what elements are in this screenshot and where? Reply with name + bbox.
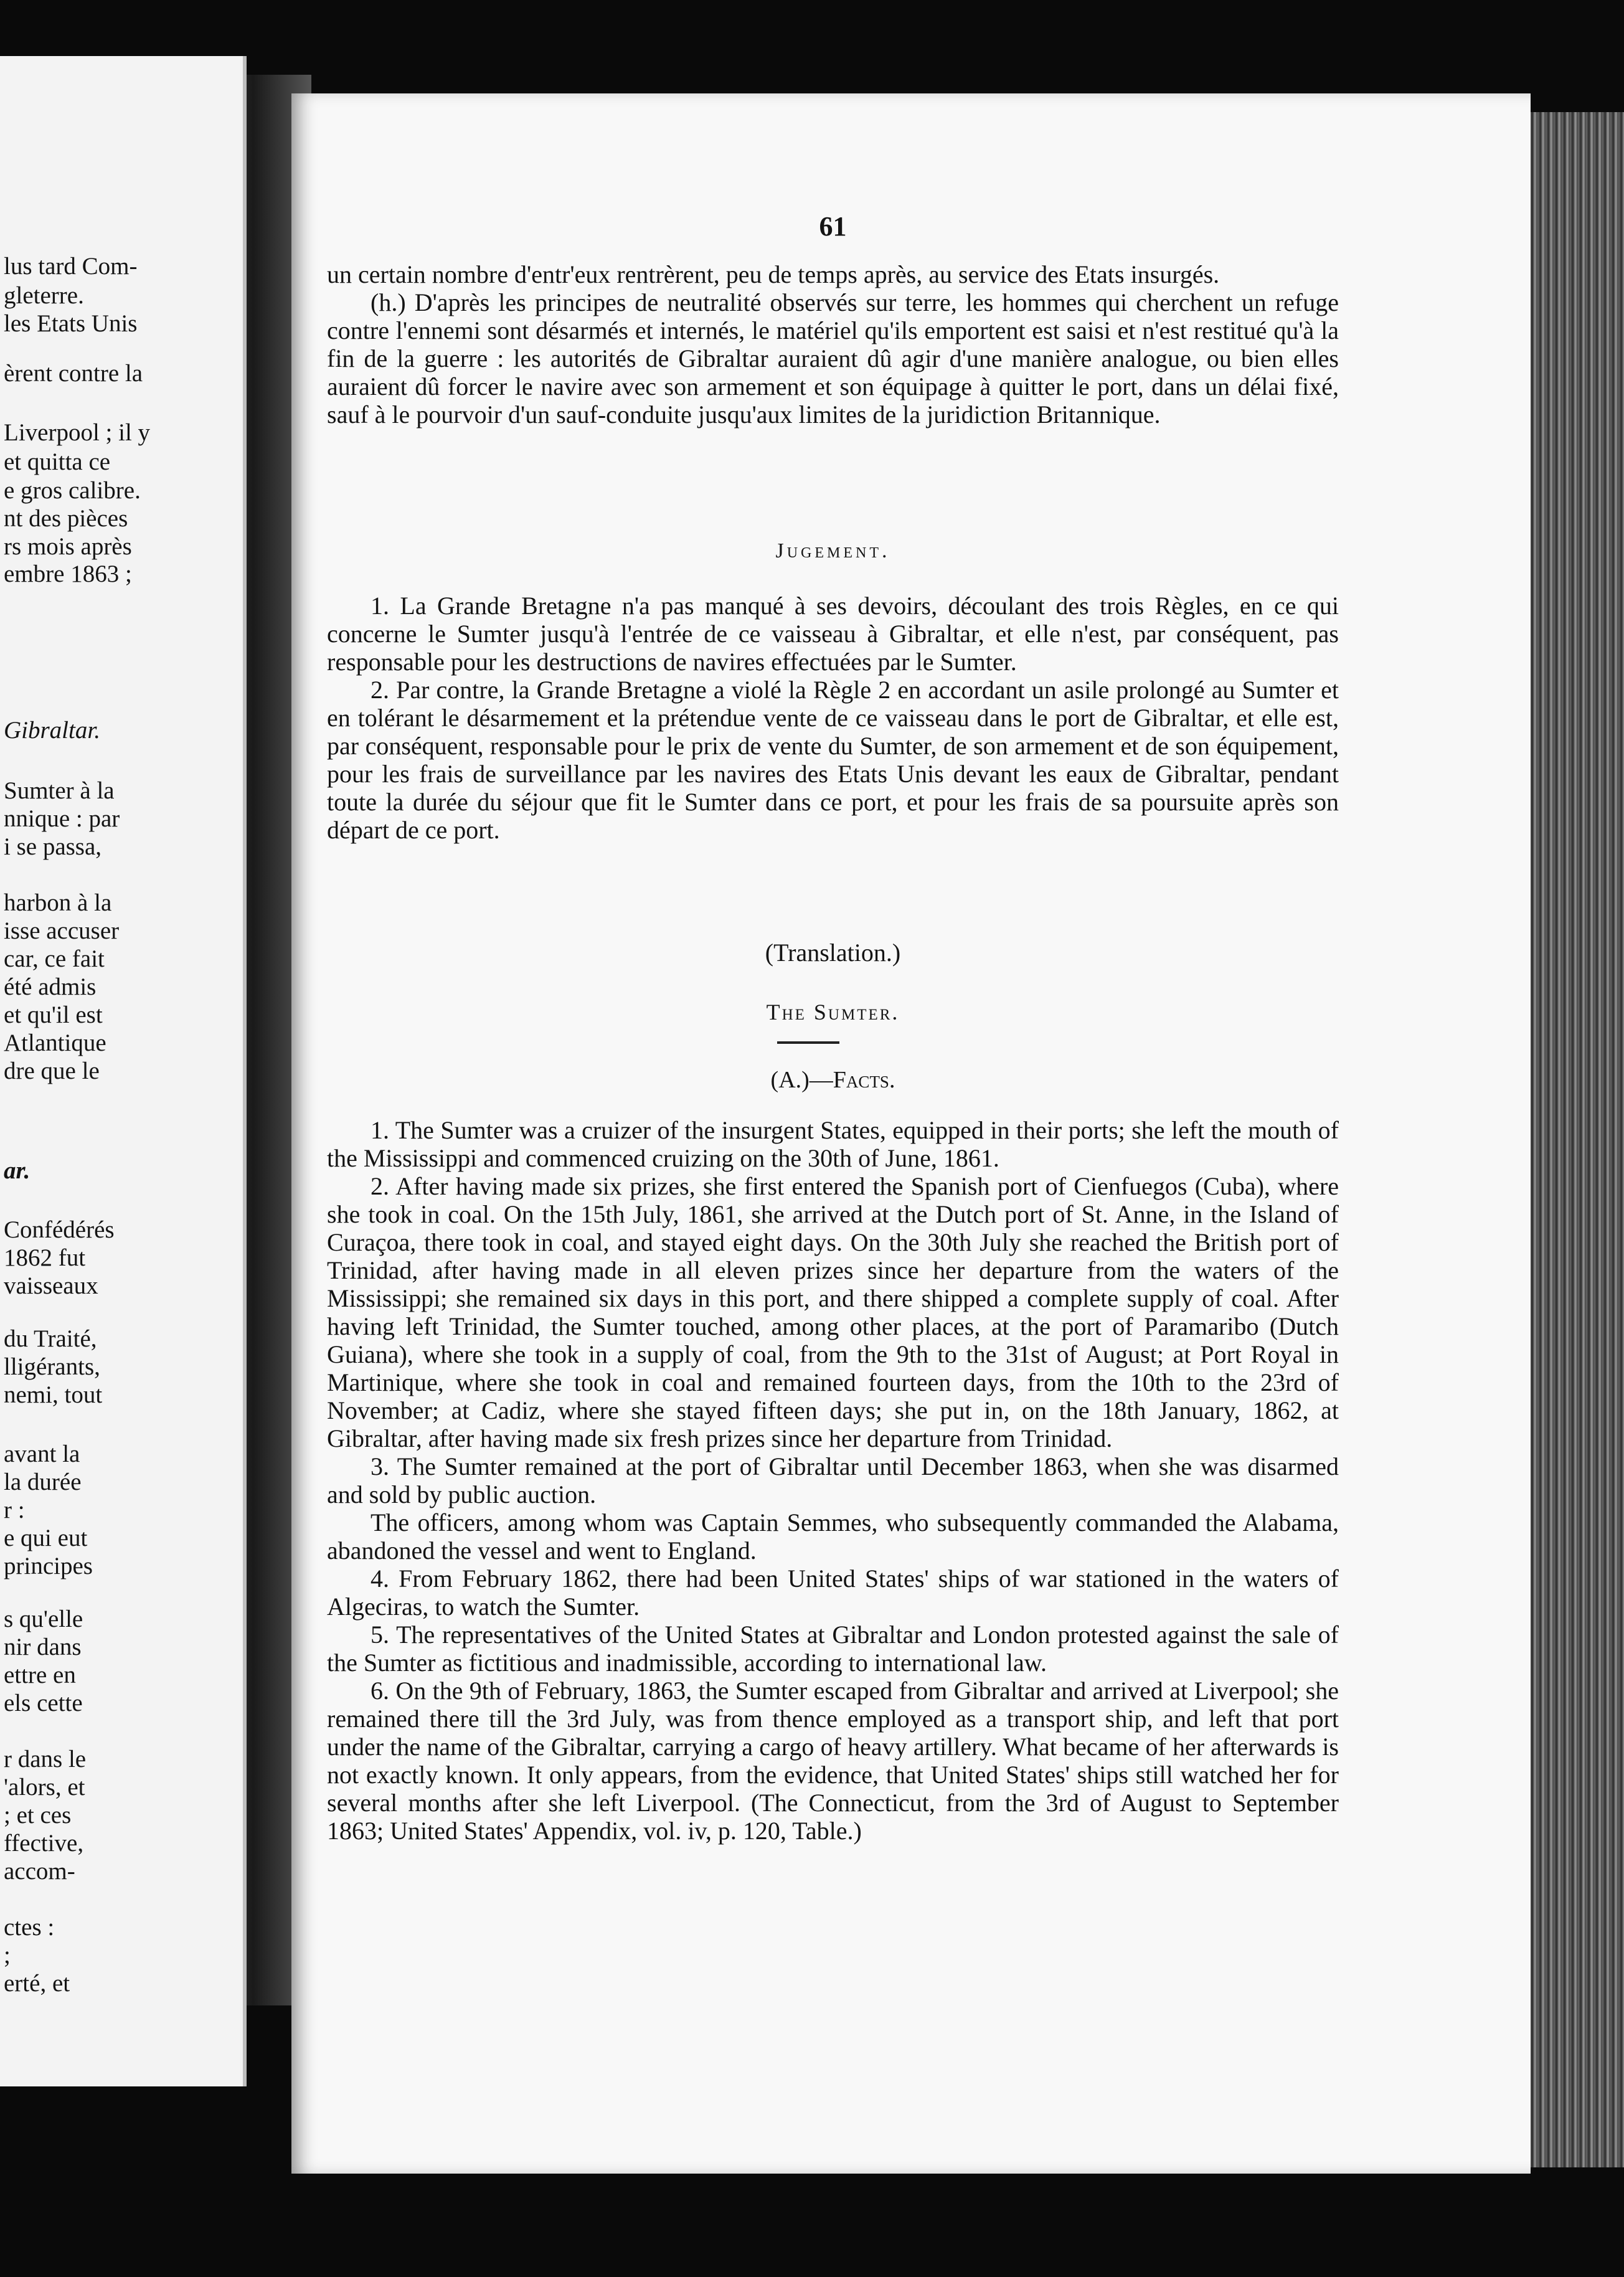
left-page-line: Atlantique (4, 1030, 106, 1056)
left-page-line: principes (4, 1553, 93, 1579)
left-page-line: et qu'il est (4, 1001, 103, 1028)
left-page-line: e gros calibre. (4, 477, 141, 504)
left-page-line: ; (4, 1942, 11, 1969)
left-page-line: isse accuser (4, 917, 120, 944)
left-page-line: harbon à la (4, 889, 112, 916)
left-page-line: 'alors, et (4, 1774, 85, 1801)
left-page-line: nnique : par (4, 805, 120, 832)
left-page (0, 56, 247, 2086)
left-page-line: accom- (4, 1858, 75, 1885)
jugement-section (327, 592, 1339, 844)
facts-paragraph: 1. The Sumter was a cruizer of the insurgent States, equipped in their ports; she left the mouth of the Mississippi and commenced cruizing on the 30th of June, 1861. (327, 1116, 1339, 1172)
facts-paragraph: 6. On the 9th of February, 1863, the Sumter escaped from Gibraltar and arrived at Liverpool; she remained there till the 3rd July, was from thence employed as a transport ship, and left that port under the name of the Gibraltar, carrying a cargo of heavy artillery. What became of her afterwards is not exactly known. It only appears, from the evidence, that United States' ships still watched her for several months after she left Liverpool. (The Connecticut, from the 3rd of August to September 1863; United States' Appendix, vol. iv, p. 120, Table.) (327, 1677, 1339, 1845)
left-page-line: vaisseaux (4, 1272, 98, 1299)
left-page-line: lus tard Com- (4, 253, 138, 280)
left-page-line: Liverpool ; il y (4, 419, 151, 446)
intro-paragraph: un certain nombre d'entr'eux rentrèrent, peu de temps après, au service des Etats insurgés. (327, 260, 1220, 288)
left-page-line: du Traité, (4, 1325, 97, 1352)
facts-paragraph: 5. The representatives of the United States at Gibraltar and London protested against the sale of the Sumter as fictitious and inadmissible, according to international law. (327, 1621, 1339, 1677)
left-page-line: Gibraltar. (4, 717, 100, 744)
left-page-line: rs mois après (4, 533, 132, 560)
left-page-line: ctes : (4, 1914, 55, 1941)
jugement-paragraph: 1. La Grande Bretagne n'a pas manqué à ses devoirs, découlant des trois Règles, en ce qui concerne le Sumter jusqu'à l'entrée de ce vaisseau à Gibraltar, et elle n'est, par conséquent, pas responsable pour les destructions de navires effectuées par le Sumter. (327, 592, 1339, 676)
intro-paragraph: (h.) D'après les principes de neutralité observés sur terre, les hommes qui cherchent un refuge contre l'ennemi sont désarmés et internés, le matériel qu'ils emportent est saisi et n'est restitué qu'à la fin de la guerre : les autorités de Gibraltar auraient dû agir d'une manière analogue, ou bien elles auraient dû forcer le navire avec son armement et son équipage à quitter le port, dans un délai fixé, sauf à le pourvoir d'un sauf-conduite jusqu'aux limites de la juridiction Britannique. (327, 288, 1339, 428)
left-page-line: ; et ces (4, 1802, 72, 1829)
left-page-line: car, ce fait (4, 945, 105, 972)
facts-section (327, 1116, 1339, 1845)
left-page-line: nt des pièces (4, 505, 128, 532)
left-page-line: ar. (4, 1157, 31, 1184)
left-page-line: avant la (4, 1441, 80, 1467)
facts-paragraph: The officers, among whom was Captain Semmes, who subsequently commanded the Alabama, abandoned the vessel and went to England. (327, 1508, 1339, 1565)
left-page-line: embre 1863 ; (4, 561, 132, 587)
left-page-line: Confédérés (4, 1216, 115, 1243)
left-page-line: 1862 fut (4, 1244, 86, 1271)
left-page-line: èrent contre la (4, 360, 143, 387)
page-number: 61 (819, 211, 847, 242)
facts-paragraph: 4. From February 1862, there had been United States' ships of war stationed in the waters of Algeciras, to watch the Sumter. (327, 1565, 1339, 1621)
left-page-line: lligérants, (4, 1353, 100, 1380)
left-page-line: ettre en (4, 1662, 76, 1688)
left-page-line: la durée (4, 1469, 82, 1495)
left-page-line: s qu'elle (4, 1606, 83, 1632)
left-page-line: été admis (4, 973, 97, 1000)
left-page-line: nir dans (4, 1634, 82, 1660)
intro-section (327, 260, 1339, 428)
left-page-line: nemi, tout (4, 1381, 103, 1408)
facts-paragraph: 3. The Sumter remained at the port of Gibraltar until December 1863, when she was disarmed and sold by public auction. (327, 1452, 1339, 1508)
left-page-line: e qui eut (4, 1525, 88, 1551)
left-page-line: et quitta ce (4, 448, 111, 475)
left-page-line: gleterre. (4, 282, 84, 309)
section-title: The Sumter. (766, 1000, 900, 1025)
left-page-line: i se passa, (4, 833, 102, 860)
left-page-line: r : (4, 1497, 25, 1523)
left-page-line: ffective, (4, 1830, 84, 1857)
translation-label: (Translation.) (765, 939, 901, 967)
title-rule (777, 1041, 839, 1044)
left-page-line: erté, et (4, 1970, 70, 1997)
left-page-line: r dans le (4, 1746, 87, 1773)
left-page-line: dre que le (4, 1058, 100, 1084)
left-page-line: les Etats Unis (4, 310, 138, 337)
left-page-line: els cette (4, 1690, 83, 1716)
facts-heading: (A.)—Facts. (770, 1067, 895, 1093)
jugement-heading: Jugement. (775, 539, 890, 562)
facts-paragraph: 2. After having made six prizes, she first entered the Spanish port of Cienfuegos (Cuba), where she took in coal. On the 15th July, 1861, she arrived at the Dutch port of St. Anne, in the Island of Curaçoa, there took in coal, and stayed eight days. On the 30th July she reached the British port of Trinidad, after having made in all eleven prizes since her departure from the waters of the Mississippi; she remained six days in this port, and there shipped a complete supply of coal. After having left Trinidad, the Sumter touched, among other places, at the port of Paramaribo (Dutch Guiana), where she took in a supply of coal, from the 9th to the 31st of August; at Port Royal in Martinique, where she took in coal and remained fourteen days, from the 10th to the 23rd of November; at Cadiz, where she stayed fifteen days; she put in, on the 18th January, 1862, at Gibraltar, after having made six fresh prizes since her departure from Trinidad. (327, 1172, 1339, 1452)
left-page-line: Sumter à la (4, 777, 115, 804)
jugement-paragraph: 2. Par contre, la Grande Bretagne a violé la Règle 2 en accordant un asile prolongé au Sumter et en tolérant le désarmement et la prétendue vente de ce vaisseau dans le port de Gibraltar, et elle est, par conséquent, responsable pour le prix de vente du Sumter, de son armement et de son équipement, pour les frais de surveillance par les navires des Etats Unis devant les eaux de Gibraltar, pendant toute la durée du séjour que fit le Sumter dans ce port, et pour les frais de sa poursuite après son départ de ce port. (327, 676, 1339, 844)
